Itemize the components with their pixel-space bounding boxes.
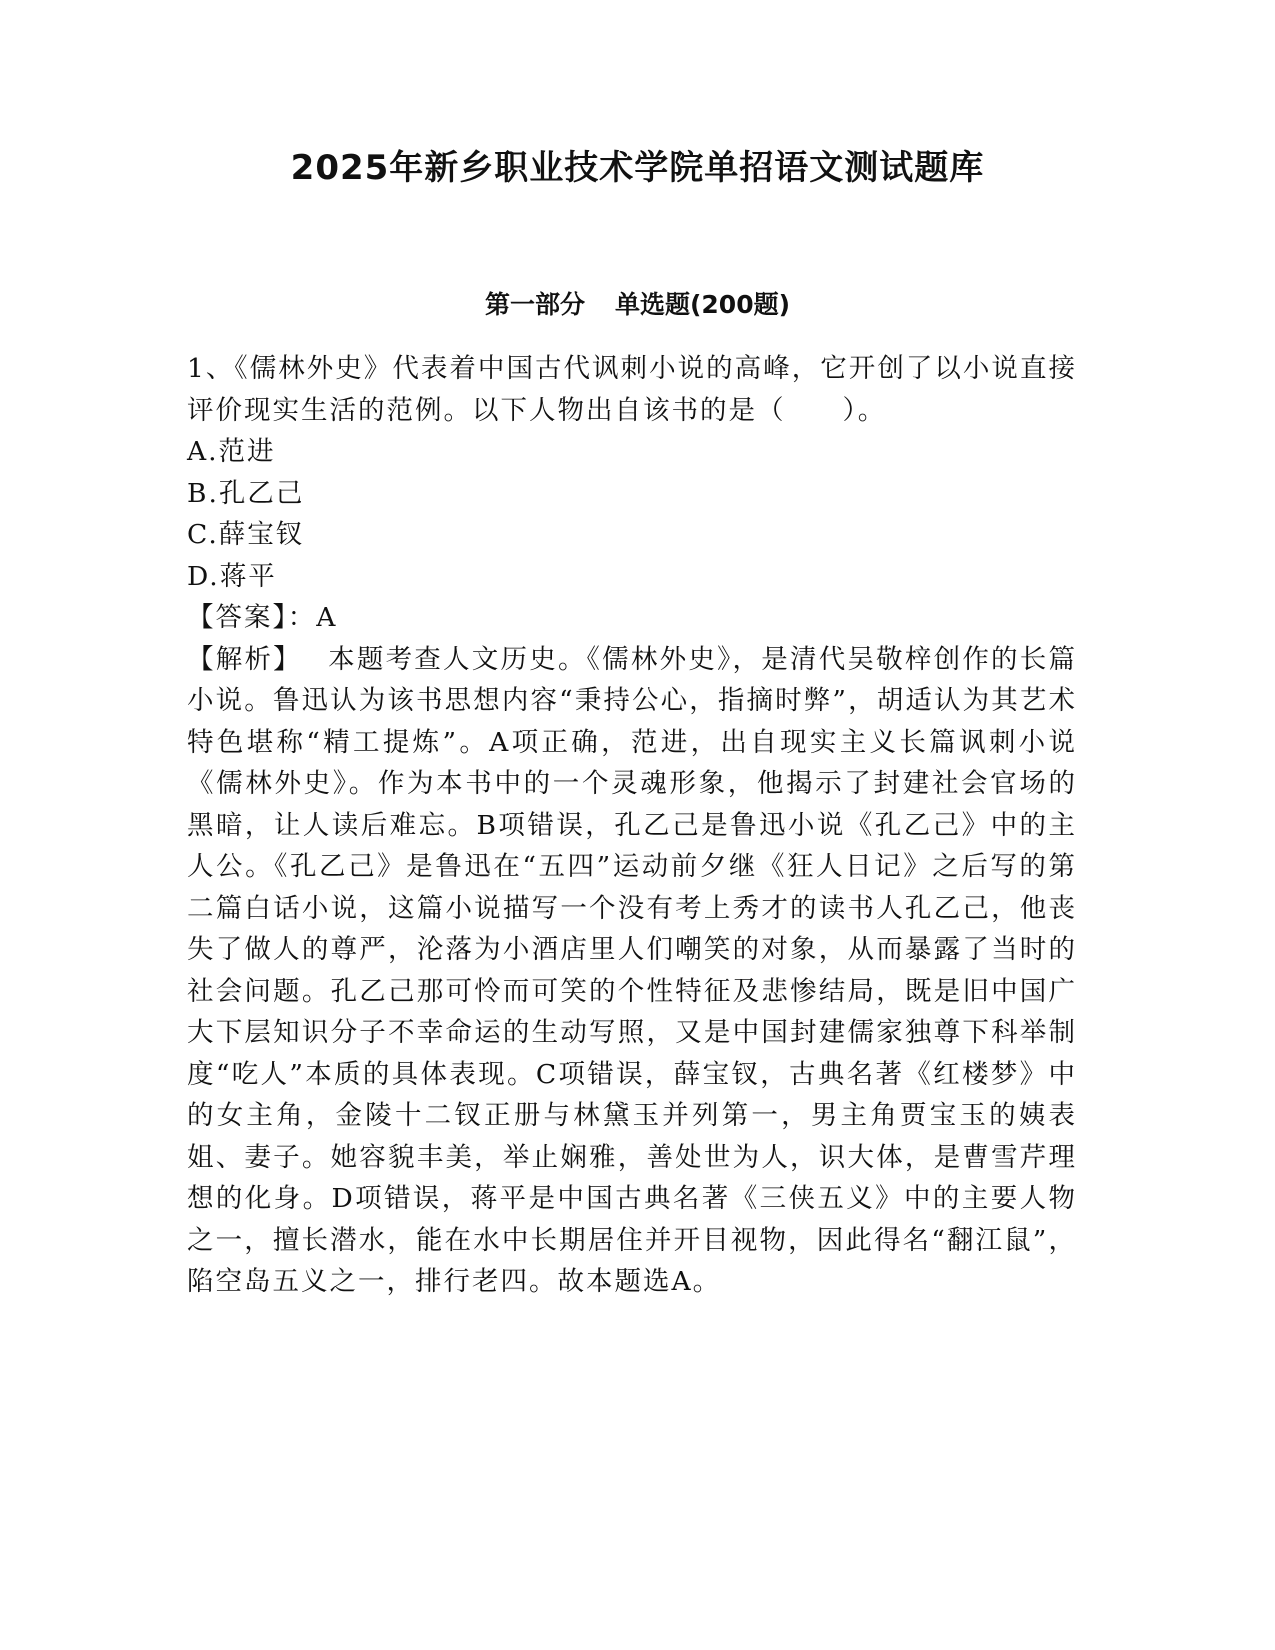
option-b: B.孔乙己 (187, 477, 305, 509)
section-heading (0, 288, 1275, 322)
option-a: A.范进 (187, 436, 276, 467)
answer-line (187, 597, 1077, 639)
question-block (187, 348, 1077, 1303)
section-heading-type: 单选题(200题) (614, 290, 791, 319)
document-title: 2025年新乡职业技术学院单招语文测试题库 (290, 148, 985, 188)
explanation-paragraph (187, 639, 1077, 1303)
explanation-text: 本题考查人文历史。《儒林外史》，是清代吴敬梓创作的长篇小说。鲁迅认为该书思想内容“秉持公心，指摘时弊”，胡适认为其艺术特色堪称“精工提炼”。A项正确，范进，出自现实主义长篇讽刺小说《儒林外史》。作为本书中的一个灵魂形象，他揭示了封建社会官场的黑暗，让人读后难忘。B项错误，孔乙己是鲁迅小说《孔乙己》中的主人公。《孔乙己》是鲁迅在“五四”运动前夕继《狂人日记》之后写的第二篇白话小说，这篇小说描写一个没有考上秀才的读书人孔乙己，他丧失了做人的尊严，沦落为小酒店里人们嘲笑的对象，从而暴露了当时的社会问题。孔乙己那可怜而可笑的个性特征及悲惨结局，既是旧中国广大下层知识分子不幸命运的生动写照，又是中国封建儒家独尊下科举制度“吃人”本质的具体表现。C项错误，薛宝钗，古典名著《红楼梦》中的女主角，金陵十二钗正册与林黛玉并列第一，男主角贾宝玉的姨表姐、妻子。她容貌丰美，举止娴雅，善处世为人，识大体，是曹雪芹理想的化身。D项错误，蒋平是中国古典名著《三侠五义》中的主要人物之一，擅长潜水，能在水中长期居住并开目视物，因此得名“翻江鼠”，陷空岛五义之一，排行老四。故本题选A。 (187, 643, 1078, 1297)
answer-label: 【答案】： (187, 602, 317, 633)
explanation-label: 【解析】 (187, 643, 302, 675)
option-d: D.蒋平 (187, 560, 277, 592)
question-stem: 1、《儒林外史》代表着中国古代讽刺小说的高峰，它开创了以小说直接评价现实生活的范例。以下人物出自该书的是（ ）。 (187, 353, 1077, 426)
section-heading-part: 第一部分 (484, 290, 585, 319)
option-list (187, 431, 1077, 597)
option-c: C.薛宝钗 (187, 519, 305, 550)
answer-value: A (316, 602, 338, 633)
